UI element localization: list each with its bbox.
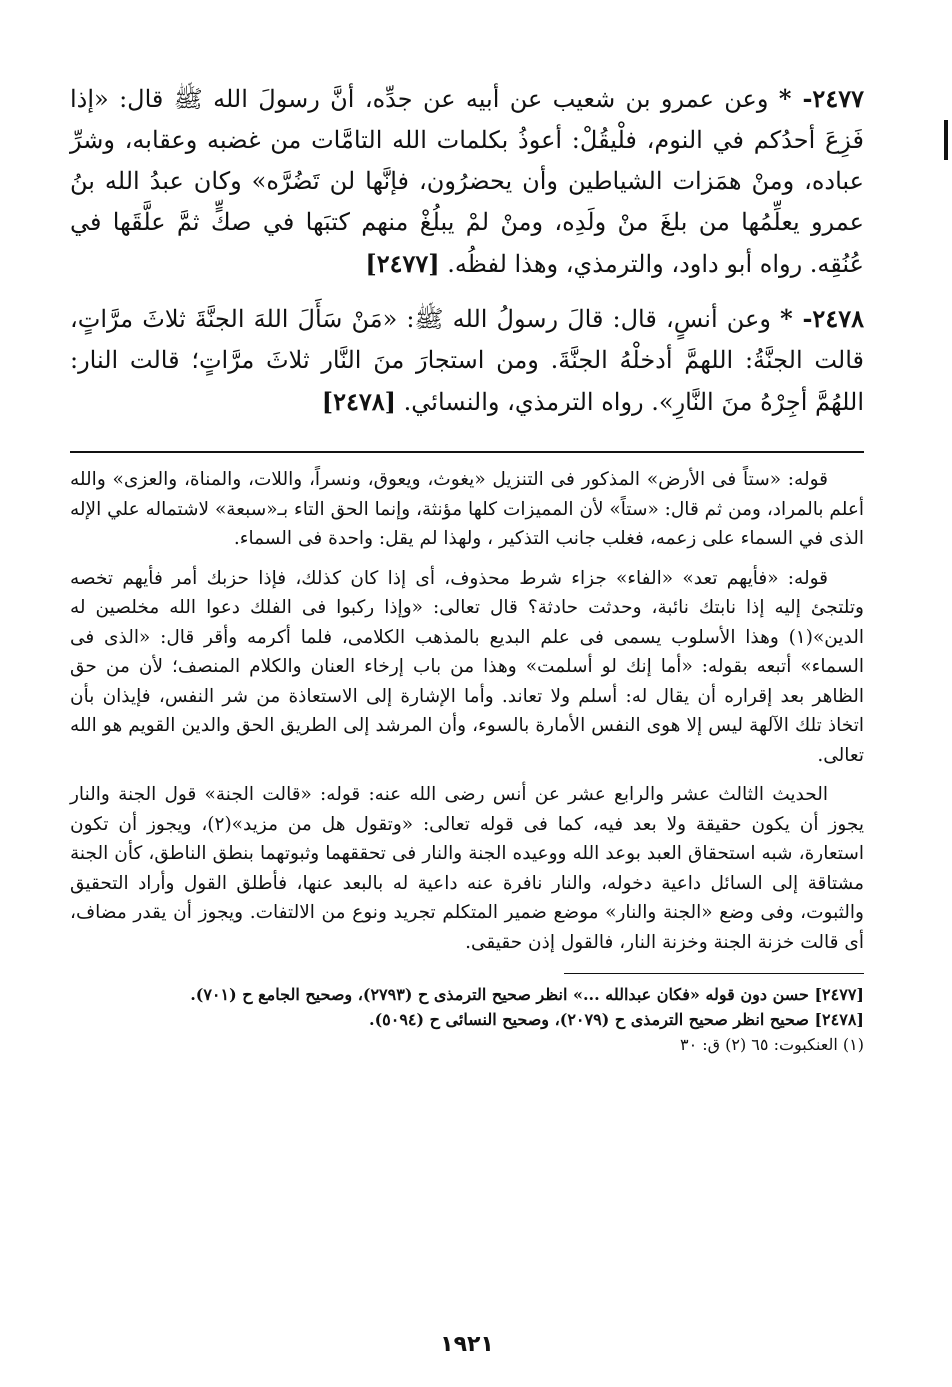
page-edge-mark xyxy=(944,120,948,160)
hadith-2477 xyxy=(70,78,864,285)
source-note: [٢٤٧٧] حسن دون قوله «فكان عبدالله ...» انظر صحيح الترمذى ح (٢٧٩٣)، وصحيح الجامع ح (٧٠١). xyxy=(190,985,864,1004)
source-note: [٢٤٧٨] صحيح انظر صحيح الترمذى ح (٢٠٧٩)، وصحيح النسائى ح (٥٠٩٤). xyxy=(369,1010,864,1029)
hadith-section xyxy=(70,78,864,423)
hadith-2478 xyxy=(70,298,864,423)
hadith-number: ٢٤٧٧- * xyxy=(778,84,864,113)
hadith-ref: [٢٤٧٧] xyxy=(365,249,440,278)
commentary-paragraph: قوله: «فأيهم تعد» «الفاء» جزاء شرط محذوف، أى إذا كان كذلك، فإذا حزبك أمر فأيهم تخصه وتلتجئ إليه إذا نابتك نائبة، وحدثت حادثة؟ قال تعالى: «وإذا ركبوا فى الفلك دعوا الله مخلصين له الدين»(١) وهذا الأسلوب يسمى فى علم البديع بالمذهب الكلامى، فلما أكرمه وأقر قال: «الذى فى السماء» أتبعه بقوله: «أما إنك لو أسلمت» وهذا من باب إرخاء العنان والكلام المنصف؛ لأن من حق الظاهر بعد إقراره أن يقال له: أسلم ولا تعاند. وأما الإشارة إلى الاستعاذة من شر النفس، فإيذان بأن اتخاذ تلك الآلهة ليس إلا هوى النفس الأمارة بالسوء، وأن المرشد إلى الطريق الحق والدين القويم هو الله تعالى. xyxy=(70,567,864,766)
footnotes: (١) العنكبوت: ٦٥ (٢) ق: ٣٠ xyxy=(679,1035,864,1054)
hadith-number: ٢٤٧٨- * xyxy=(780,304,864,333)
hadith-text: وعن أنسٍ، قال: قالَ رسولُ الله ﷺ: «مَنْ سَأَلَ اللهَ الجنَّةَ ثلاثَ مرَّاتٍ، قالت الجنَّةُ: اللهمَّ أدخلْهُ الجنَّةَ. ومن استجارَ منَ النَّار ثلاثَ مرَّاتٍ؛ قالت النار: اللهُمَّ أجِرْهُ منَ النَّارِ». رواه الترمذي، والنسائي. xyxy=(70,305,864,416)
hadith-text: وعن عمرو بن شعيب عن أبيه عن جدِّه، أنَّ رسولَ الله ﷺ قال: «إذا فَزِعَ أحدُكم في النوم، فلْيقُلْ: أعوذُ بكلمات الله التامَّات من غضبه وعقابه، وشرِّ عباده، ومنْ همَزات الشياطين وأن يحضرُون، فإنَّها لن تَضُرَّه» وكان عبدُ الله بنُ عمرو يعلِّمُها من بلغَ منْ ولَدِه، ومنْ لمْ يبلُغْ منهم كتبَها في صكٍّ ثمَّ علَّقَها في عُنُقِه. رواه أبو داود، والترمذي، وهذا لفظُه. xyxy=(70,85,864,278)
commentary-paragraph: الحديث الثالث عشر والرابع عشر عن أنس رضى الله عنه: قوله: «قالت الجنة» قول الجنة والنار يجوز أن يكون حقيقة ولا بعد فيه، كما فى قوله تعالى: «وتقول هل من مزيد»(٢)، ويجوز أن تكون استعارة، شبه استحقاق العبد بوعد الله ووعيده الجنة والنار فى تحققهما وثبوتهما بنطق الناطق، كأن الجنة مشتاقة إلى السائل داعية دخوله، والنار نافرة عنه داعية له بالبعد عنها، فأطلق القول وأراد التحقيق والثبوت، وفى وضع «الجنة والنار» موضع ضمير المتكلم تجريد ونوع من الالتفات. ويجوز أن يقدر مضاف، أى قالت خزنة الجنة وخزنة النار، فالقول إذن حقيقى. xyxy=(70,784,864,953)
commentary-divider xyxy=(70,451,864,453)
commentary-paragraph: قوله: «ستاً فى الأرض» المذكور فى التنزيل «يغوث، ويعوق، ونسراً، واللات، والمناة، والعزى» والله أعلم بالمراد، ومن ثم قال: «ستاً» لأن المميزات كلها مؤنثة، وإنما الحق التاء بـ«سبعة» لاشتماله علي الإله الذى في السماء على زعمه، فغلب جانب التذكير ، ولهذا لم يقل: واحدة فى السماء. xyxy=(70,469,864,549)
commentary-section xyxy=(70,465,864,957)
hadith-ref: [٢٤٧٨] xyxy=(321,387,397,416)
page-number: ١٩٢١ xyxy=(440,1332,494,1357)
sources-section xyxy=(70,982,864,1057)
page-body xyxy=(70,78,864,1357)
sources-divider xyxy=(564,973,864,974)
